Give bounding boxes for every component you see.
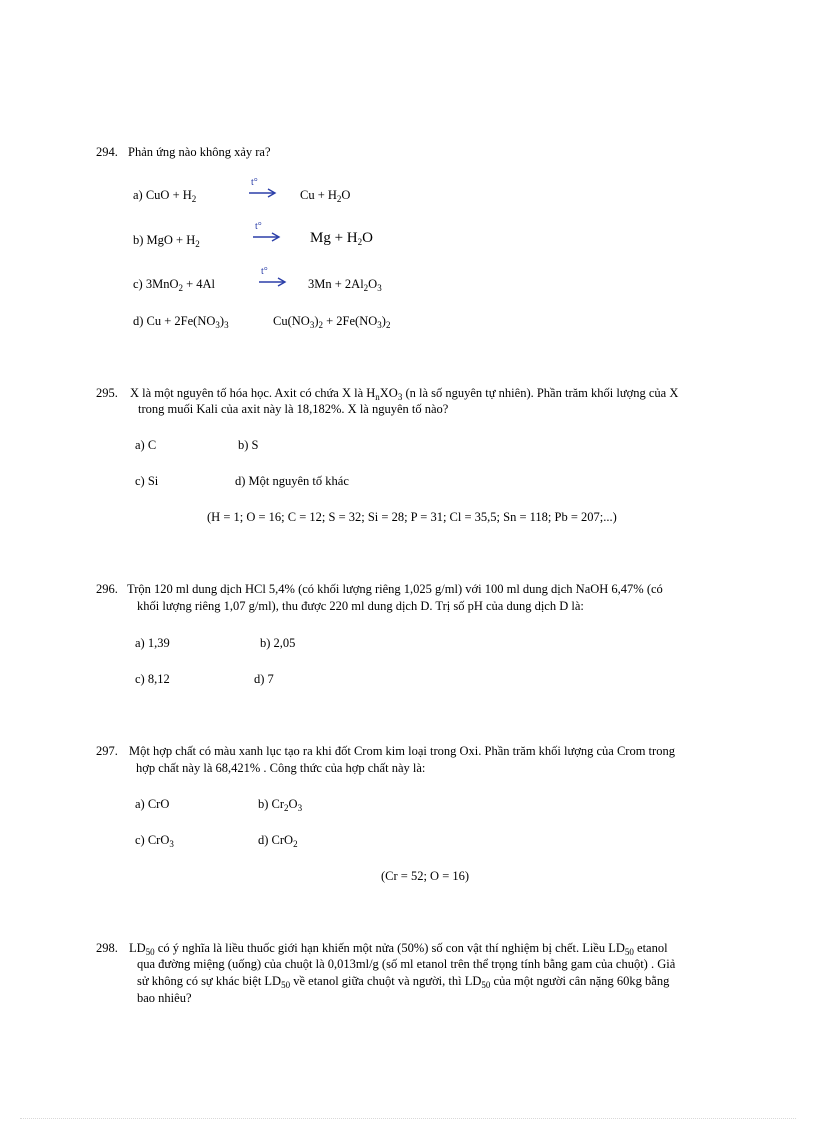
option-296-a: a) 1,39: [135, 636, 170, 650]
option-297-d: d) CrO$_2$: [258, 833, 298, 849]
heat-arrow-icon: t°: [252, 229, 282, 245]
question-295-number: 295.: [96, 386, 118, 400]
question-297-line-2: hợp chất này là 68,421% . Công thức của hợp chất này là:: [136, 761, 426, 775]
option-294-d-products: $Cu(NO_3)_2 + 2Fe(NO_3)_2$: [273, 314, 391, 330]
option-295-a: a) C: [135, 438, 157, 452]
question-298-line-4: bao nhiêu?: [137, 991, 192, 1005]
question-297-atomic-masses: (Cr = 52; O = 16): [381, 869, 470, 883]
option-294-b-reactants: b) MgO + $H_2$: [133, 233, 200, 249]
question-296-line-1: Trộn 120 ml dung dịch HCl 5,4% (có khối lượng riêng 1,025 g/ml) với 100 ml dung dịch NaOH 6,47% (có: [127, 582, 663, 596]
question-296-number: 296.: [96, 582, 118, 596]
question-298-number: 298.: [96, 941, 118, 955]
option-295-c: c) Si: [135, 474, 159, 488]
question-294-number: 294.: [96, 145, 118, 159]
question-297-line-1: Một hợp chất có màu xanh lục tạo ra khi đốt Crom kim loại trong Oxi. Phần trăm khối lượng của Crom trong: [129, 744, 675, 758]
heat-arrow-icon: t°: [248, 185, 278, 201]
question-295-line-1: X là một nguyên tố hóa học. Axit có chứa X là $H_nXO_3$ (n là số nguyên tự nhiên). Phần trăm khối lượng của X: [130, 386, 679, 402]
option-296-b: b) 2,05: [260, 636, 296, 650]
option-294-d-reactants: d) $Cu + 2Fe(NO_3)_3$: [133, 314, 229, 330]
question-295-line-2: trong muối Kali của axit này là 18,182%. X là nguyên tố nào?: [138, 402, 449, 416]
question-298-line-1: $LD_{50}$ có ý nghĩa là liều thuốc giới hạn khiến một nửa (50%) số con vật thí nghiệm bị chết. Liều $LD_{50}$ etanol: [129, 941, 668, 957]
option-294-a-products: $Cu + H_2O$: [300, 188, 351, 204]
question-296-line-2: khối lượng riêng 1,07 g/ml), thu được 220 ml dung dịch D. Trị số pH của dung dịch D là:: [137, 599, 584, 613]
option-296-d: d) 7: [254, 672, 274, 686]
option-296-c: c) 8,12: [135, 672, 170, 686]
heat-arrow-icon: t°: [258, 274, 288, 290]
option-294-b-products: $Mg + H_2O$: [310, 230, 373, 247]
question-294-text: Phản ứng nào không xảy ra?: [128, 145, 271, 159]
option-294-a-reactants: a) CuO + $H_2$: [133, 188, 197, 204]
question-298-line-3: sử không có sự khác biệt $LD_{50}$ về etanol giữa chuột và người, thì $LD_{50}$ của một người cân nặng 60kg bằng: [137, 974, 670, 990]
option-294-c-reactants: c) 3MnO$_2$ + 4Al: [133, 277, 216, 293]
page-bottom-divider: [20, 1118, 796, 1119]
option-294-c-products: $3Mn + 2Al_2O_3$: [308, 277, 382, 293]
question-298-line-2: qua đường miệng (uống) của chuột là 0,013ml/g (số ml etanol trên thể trọng tính bằng gam của chuột) . Giả: [137, 957, 676, 971]
option-295-b: b) S: [238, 438, 259, 452]
option-297-a: a) CrO: [135, 797, 170, 811]
option-297-c: c) CrO$_3$: [135, 833, 174, 849]
option-297-b: b) $Cr_2O_3$: [258, 797, 303, 813]
question-295-atomic-masses: (H = 1; O = 16; C = 12; S = 32; Si = 28; P = 31; Cl = 35,5; Sn = 118; Pb = 207;...): [207, 510, 617, 524]
option-295-d: d) Một nguyên tố khác: [235, 474, 349, 488]
question-297-number: 297.: [96, 744, 118, 758]
